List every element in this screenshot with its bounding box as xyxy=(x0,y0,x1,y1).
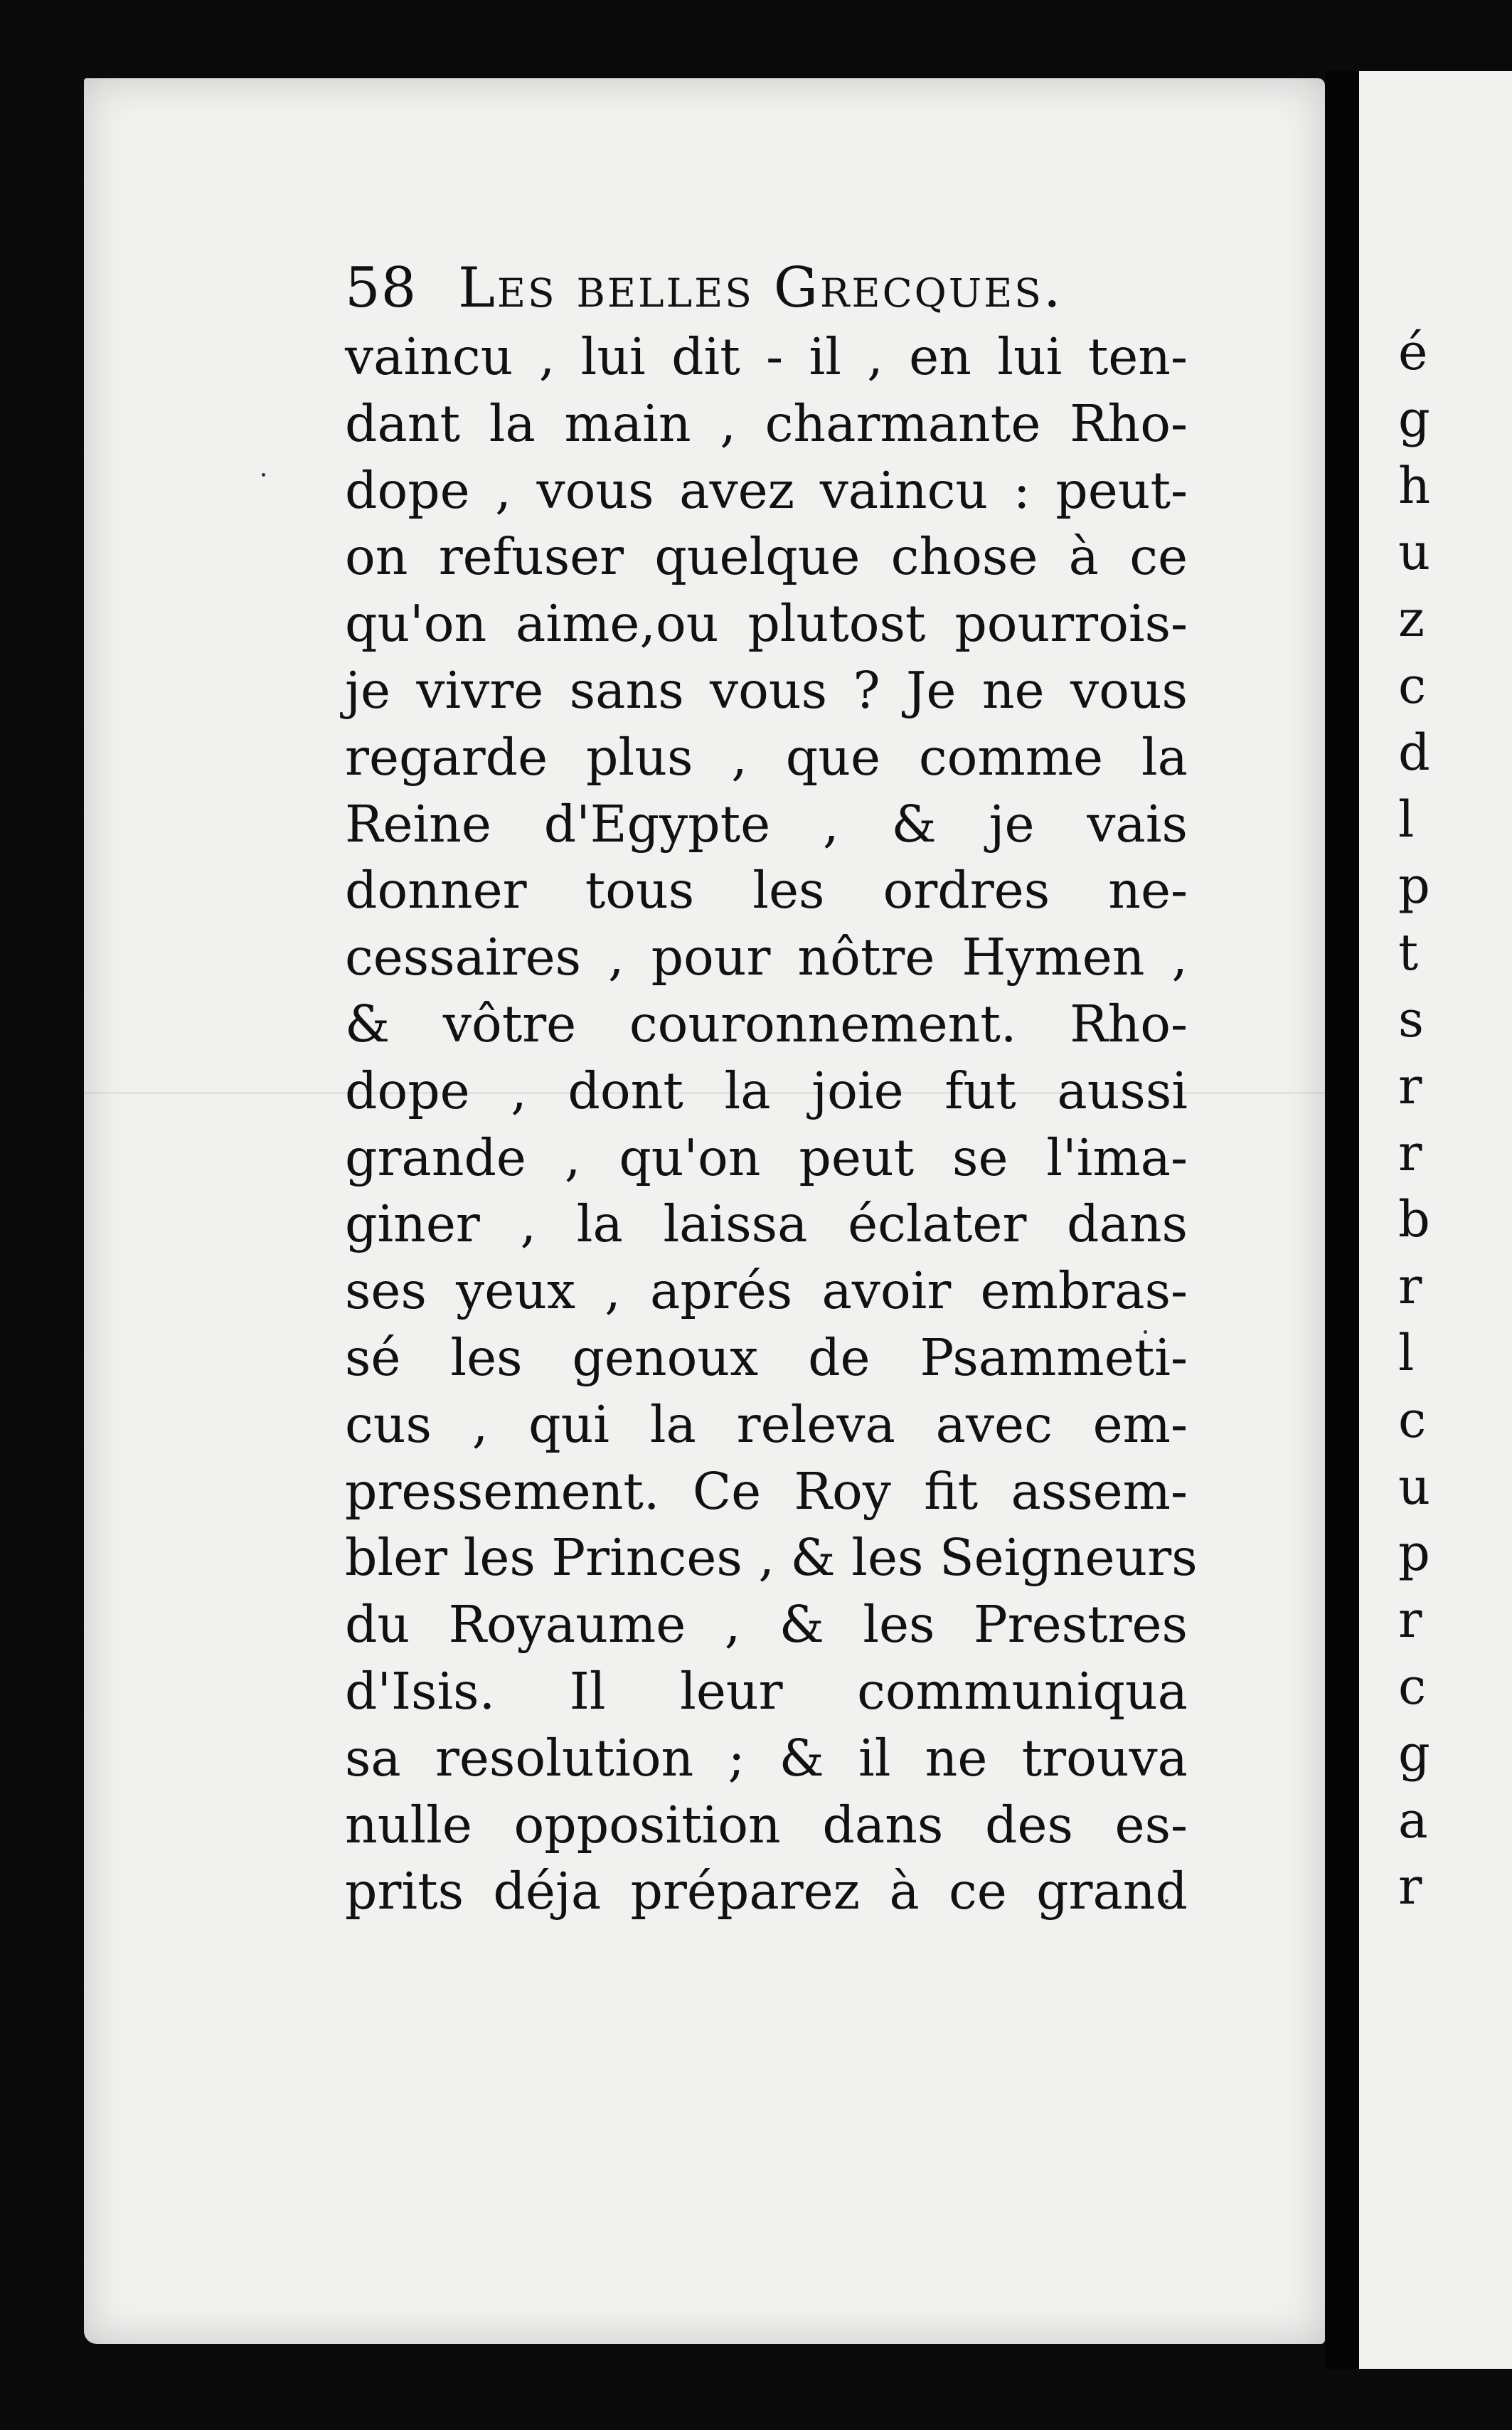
facing-page-fragment: g xyxy=(1398,389,1430,448)
text-line: qu'on aime,ou plutost pourrois- xyxy=(345,594,1188,654)
page-number: 58 xyxy=(345,256,417,320)
facing-page-fragment: é xyxy=(1398,323,1428,381)
facing-page-fragment: d xyxy=(1398,723,1430,782)
text-line: du Royaume , & les Prestres xyxy=(345,1595,1188,1655)
facing-page-fragment: r xyxy=(1398,1123,1422,1182)
text-line: cus , qui la releva avec em- xyxy=(345,1394,1188,1454)
text-line: sé les genoux de Psammeti- xyxy=(345,1327,1188,1387)
facing-page-fragment: l xyxy=(1398,1324,1415,1382)
facing-page-fragment: r xyxy=(1398,1257,1422,1316)
text-line: giner , la laissa éclater dans xyxy=(345,1194,1188,1254)
facing-page-fragment: t xyxy=(1398,923,1419,982)
paper-speck xyxy=(262,473,265,477)
page-header xyxy=(345,256,1184,320)
facing-page-fragment: b xyxy=(1398,1190,1430,1249)
facing-page-fragment: r xyxy=(1398,1857,1422,1916)
facing-page-fragment: u xyxy=(1398,523,1431,582)
text-line: d'Isis. Il leur communiqua xyxy=(345,1661,1188,1721)
text-line: dope , vous avez vaincu : peut- xyxy=(345,460,1188,520)
facing-page-fragment: a xyxy=(1398,1790,1428,1850)
text-line: pressement. Ce Roy fit assem- xyxy=(345,1461,1188,1521)
facing-page-fragment: s xyxy=(1398,990,1424,1049)
body-text xyxy=(345,324,1198,1925)
facing-page-fragment: c xyxy=(1398,1390,1427,1449)
facing-page-fragment: r xyxy=(1398,1056,1422,1115)
text-line: donner tous les ordres ne- xyxy=(345,861,1188,920)
text-line: regarde plus , que comme la xyxy=(345,727,1188,787)
facing-page-fragment: u xyxy=(1398,1457,1431,1516)
facing-page-fragment: c xyxy=(1398,1657,1427,1716)
running-title: Les belles Grecques. xyxy=(458,256,1063,320)
facing-page-fragment: l xyxy=(1398,790,1415,849)
text-line: cessaires , pour nôtre Hymen , xyxy=(345,928,1188,987)
text-line: vaincu , lui dit - il , en lui ten- xyxy=(345,327,1188,386)
book-spine xyxy=(1325,71,1359,2369)
facing-page-fragment: h xyxy=(1398,456,1431,515)
text-line: prits déja préparez à ce grand xyxy=(345,1862,1188,1921)
text-line: ses yeux , aprés avoir embras- xyxy=(345,1261,1188,1321)
facing-page-fragment: z xyxy=(1398,590,1425,649)
text-line: bler les Princes , & les Seigneurs xyxy=(345,1528,1198,1588)
text-line: sa resolution ; & il ne trouva xyxy=(345,1728,1188,1788)
facing-page xyxy=(1359,71,1512,2369)
facing-page-fragment: p xyxy=(1398,1524,1430,1583)
facing-page-fragment: g xyxy=(1398,1724,1430,1783)
facing-page-fragment: r xyxy=(1398,1591,1422,1650)
text-line: on refuser quelque chose à ce xyxy=(345,527,1188,587)
text-line: dope , dont la joie fut aussi xyxy=(345,1061,1188,1120)
text-line: dant la main , charmante Rho- xyxy=(345,393,1188,453)
facing-page-fragment: p xyxy=(1398,856,1430,916)
text-line: nulle opposition dans des es- xyxy=(345,1795,1188,1855)
facing-page-fragment: c xyxy=(1398,657,1427,715)
text-line: & vôtre couronnement. Rho- xyxy=(345,994,1188,1054)
text-line: je vivre sans vous ? Je ne vous xyxy=(345,660,1188,720)
text-line: Reine d'Egypte , & je vais xyxy=(345,794,1188,854)
text-line: grande , qu'on peut se l'ima- xyxy=(345,1128,1188,1187)
